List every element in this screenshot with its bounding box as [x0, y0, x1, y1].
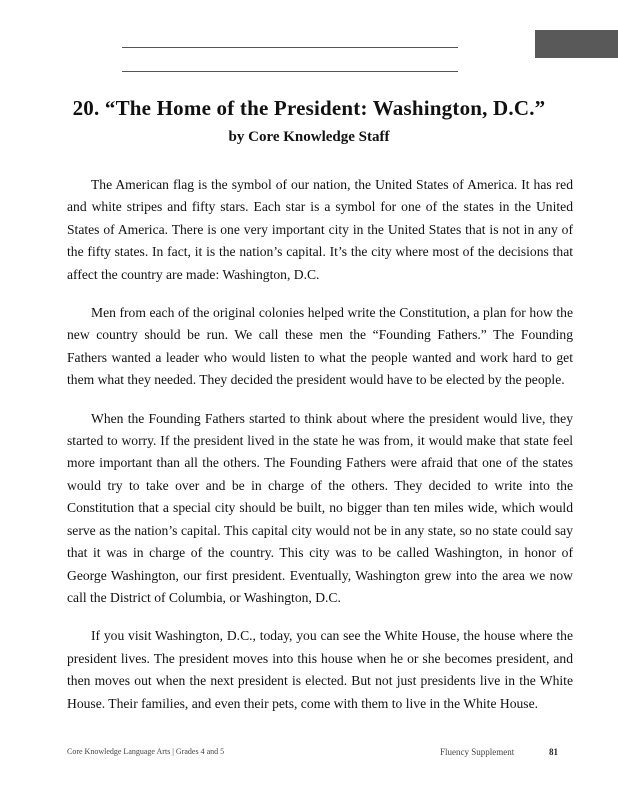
- name-blank-line: [122, 47, 458, 48]
- footer-section: Fluency Supplement: [440, 747, 515, 757]
- paragraph-4: If you visit Washington, D.C., today, you can see the White House, the house where the president lives. The president moves into this house when he or she becomes president, and then moves out when the next president is elected. But not just presidents live in the White House. Their families, and even their pets, come with them to live in the White House.: [67, 628, 573, 711]
- page-number: 81: [549, 747, 558, 757]
- page-title: 20. “The Home of the President: Washington, D.C.”: [72, 96, 546, 120]
- paragraph-1: The American flag is the symbol of our nation, the United States of America. It has red and white stripes and fifty stars. Each star is a symbol for one of the states in the United States of America. There is one very important city in the United States that is not in any of the fifty states. In fact, it is the nation’s capital. It’s the city where most of the decisions that affect the country are made: Washington, D.C.: [67, 177, 573, 282]
- corner-tab: [535, 30, 618, 58]
- footer-series: Core Knowledge Language Arts | Grades 4 and 5: [67, 747, 225, 756]
- byline: by Core Knowledge Staff: [228, 129, 390, 145]
- story-body: [67, 174, 573, 731]
- date-blank-line: [122, 71, 458, 72]
- paragraph-3: When the Founding Fathers started to think about where the president would live, they started to worry. If the president lived in the state he was from, it would make that state feel more important than all the others. The Founding Fathers were afraid that one of the states would try to take over and be in charge of the others. They decided to write into the Constitution that a special city should be built, no bigger than ten miles wide, which would serve as the nation’s capital. This capital city would not be in any state, so no state could say that it was in charge of the country. This city was to be called Washington, in honor of George Washington, our first president. Eventually, Washington grew into the area we now call the District of Columbia, or Washington, D.C.: [67, 410, 573, 605]
- paragraph-2: Men from each of the original colonies helped write the Constitution, a plan for how the new country should be run. We call these men the “Founding Fathers.” The Founding Fathers wanted a leader who would listen to what the people wanted and work hard to get them what they needed. They decided the president would have to be elected by the people.: [67, 305, 573, 388]
